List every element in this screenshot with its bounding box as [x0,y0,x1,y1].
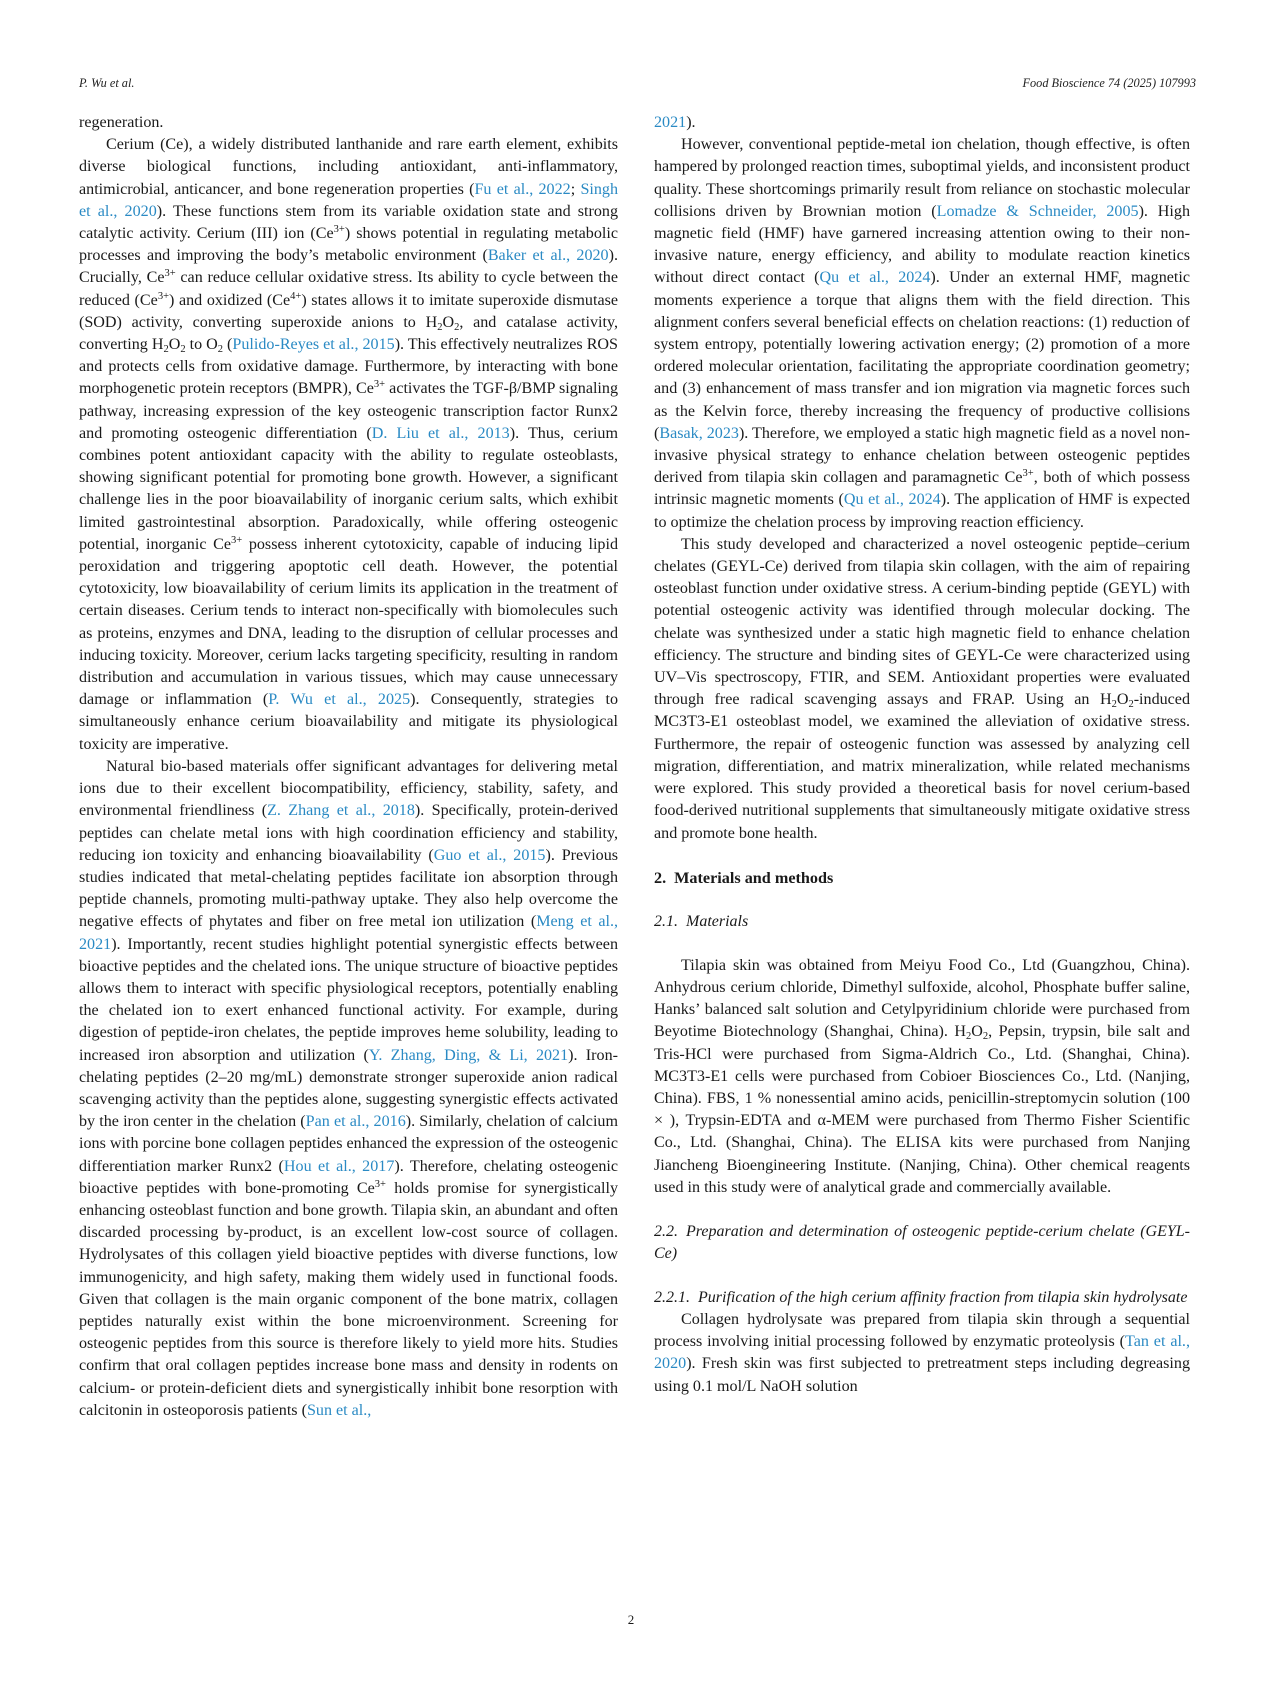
subscript: 2 [217,344,224,356]
running-header-journal: Food Bioscience 74 (2025) 107993 [1022,76,1196,90]
right-column [654,112,1190,1398]
citation-link[interactable]: Z. Zhang et al., 2018 [267,802,415,820]
superscript: 3+ [1022,468,1034,480]
running-header [79,76,1196,92]
heading-title: Materials and methods [674,868,834,887]
citation-link[interactable]: Guo et al., 2015 [433,846,546,864]
citation-link[interactable]: Basak, 2023 [659,424,739,442]
body-paragraph: Tilapia skin was obtained from Meiyu Food Co., Ltd (Guangzhou, China). Anhydrous cerium chloride, Dimethyl sulfoxide, alcohol, Phosphate buffer saline, Hanks’ balanced salt solution and Cetylpyridinium chloride were purchased from Beyotime Biotechnology (Shanghai, China). $H_2O_2$, Pepsin, trypsin, bile salt and Tris-HCl were purchased from Sigma-Aldrich Co., Ltd. (Shanghai, China). MC3T3-E1 cells were purchased from Cobioer Biosciences Co., Ltd. (Nanjing, China). FBS, 1 % nonessential amino acids, penicillin-streptomycin solution (100 × ), Trypsin-EDTA and α-MEM were purchased from Thermo Fisher Scientific Co., Ltd. (Shanghai, China). The ELISA kits were purchased from Nanjing Jiancheng Bioengineering Institute. (Nanjing, China). Other chemical reagents used in this study were of analytical grade and commercially available. [654,956,1190,1196]
body-paragraph: regeneration. [79,114,164,131]
subscript: 2 [982,1031,989,1043]
body-paragraph: Cerium (Ce), a widely distributed lanthanide and rare earth element, exhibits diverse biological functions, including antioxidant, anti-inflammatory, antimicrobial, anticancer, and bone regeneration properties (Fu et al., 2022; Singh et al., 2020). These functions stem from its variable oxidation state and strong catalytic activity. Cerium (III) ion $(Ce^{3+})$ shows potential in regulating metabolic processes and improving the body’s metabolic environment (Baker et al., 2020). Crucially, $Ce^{3+}$ can reduce cellular oxidative stress. Its ability to cycle between the reduced $(Ce^{3+})$ and oxidized $(Ce^{4+})$ states allows it to imitate superoxide dismutase (SOD) activity, converting superoxide anions to $H_2O_2$, and catalase activity, converting $H_2O_2$ to $O_2$ (Pulido-Reyes et al., 2015). This effectively neutralizes ROS and protects cells from oxidative damage. Furthermore, by interacting with bone morphogenetic protein receptors (BMPR), $Ce^{3+}$ activates the TGF-β/BMP signaling pathway, increasing expression of the key osteogenic transcription factor Runx2 and promoting osteogenic differentiation (D. Liu et al., 2013). Thus, cerium combines potent antioxidant capacity with the ability to regulate osteoblasts, showing significant potential for promoting bone growth. However, a significant challenge lies in the poor bioavailability of inorganic cerium salts, which exhibit limited gastrointestinal absorption. Paradoxically, while offering osteogenic potential, inorganic $Ce^{3+}$ possess inherent cytotoxicity, capable of inducing lipid peroxidation and triggering apoptotic cell death. However, the potential cytotoxicity, low bioavailability of cerium limits its application in the treatment of certain diseases. Cerium tends to interact non-specifically with biomolecules such as proteins, enzymes and DNA, leading to the disruption of cellular processes and inducing toxicity. Moreover, cerium lacks targeting specificity, resulting in random distribution and accumulation in various tissues, which may cause unnecessary damage or inflammation (P. Wu et al., 2025). Consequently, strategies to simultaneously enhance cerium bioavailability and mitigate its physiological toxicity are imperative. [79,136,619,753]
heading-title: Materials [686,912,749,930]
left-column [79,112,618,1422]
subscript: 2 [1111,699,1117,711]
body-paragraph: Collagen hydrolysate was prepared from tilapia skin through a sequential process involving initial processing followed by enzymatic proteolysis (Tan et al., 2020). Fresh skin was first subjected to pretreatment steps including degreasing using 0.1 mol/L NaOH solution [654,1310,1190,1395]
running-header-authors: P. Wu et al. [79,76,135,90]
citation-link[interactable]: P. Wu et al., 2025 [268,691,411,709]
subscript: 2 [437,321,443,333]
citation-link[interactable]: Y. Zhang, Ding, & Li, 2021 [368,1046,569,1064]
heading-number: 2.2.1. [654,1288,690,1306]
superscript: 3+ [373,379,386,391]
body-paragraph: 2021). [654,114,696,131]
superscript: 3+ [157,290,169,302]
body-paragraph: Natural bio-based materials offer significant advantages for delivering metal ions due to their excellent biocompatibility, efficiency, stability, safety, and environmental friendliness (Z. Zhang et al., 2018). Specifically, protein-derived peptides can chelate metal ions with high coordination efficiency and stability, reducing ion toxicity and enhancing bioavailability (Guo et al., 2015). Previous studies indicated that metal-chelating peptides facilitate ion absorption through peptide channels, promoting multi-pathway uptake. They also help overcome the negative effects of phytates and fiber on free metal ion utilization (Meng et al., 2021). Importantly, recent studies highlight potential synergistic effects between bioactive peptides and the chelated ions. The unique structure of bioactive peptides allows them to interact with specific physiological receptors, potentially enabling the chelated ion to exert enhanced functional activity. For example, during digestion of peptide-iron chelates, the peptide improves heme solubility, leading to increased iron absorption and utilization (Y. Zhang, Ding, & Li, 2021). Iron-chelating peptides (2–20 mg/mL) demonstrate stronger superoxide anion radical scavenging activity than the peptides alone, suggesting synergistic effects activated by the iron center in the chelation (Pan et al., 2016). Similarly, chelation of calcium ions with porcine bone collagen peptides enhanced the expression of the osteogenic differentiation marker Runx2 (Hou et al., 2017). Therefore, chelating osteogenic bioactive peptides with bone-promoting $Ce^{3+}$ holds promise for synergistically enhancing osteoblast function and bone growth. Tilapia skin, an abundant and often discarded processing by-product, is an excellent low-cost source of collagen. Hydrolysates of this collagen yield bioactive peptides with diverse functions, low immunogenicity, and high safety, making them widely used in functional foods. Given that collagen is the main organic component of the bone matrix, collagen peptides naturally exist within the bone microenvironment. Screening for osteogenic peptides from this source is therefore likely to yield more hits. Studies confirm that oral collagen peptides increase bone mass and density in rodents on calcium- or protein-deficient diets and synergistically inhibit bone resorption with calcitonin in osteoporosis patients (Sun et al., [79,757,619,1419]
citation-link[interactable]: Qu et al., 2024 [843,491,941,509]
citation-link[interactable]: 2021 [654,114,687,131]
citation-link[interactable]: Hou et al., 2017 [283,1157,395,1175]
citation-link[interactable]: D. Liu et al., 2013 [371,424,510,442]
citation-link[interactable]: Sun et al., [306,1401,372,1419]
body-paragraph: However, conventional peptide-metal ion chelation, though effective, is often hampered by prolonged reaction times, suboptimal yields, and inconsistent product quality. These shortcomings primarily result from reliance on stochastic molecular collisions driven by Brownian motion (Lomadze & Schneider, 2005). High magnetic field (HMF) have garnered increasing attention owing to their non-invasive nature, energy efficiency, and ability to modulate reaction kinetics without direct contact (Qu et al., 2024). Under an external HMF, magnetic moments experience a torque that aligns them with the field direction. This alignment confers several beneficial effects on chelation reactions: (1) reduction of system entropy, potentially lowering activation energy; (2) promotion of a more ordered molecular orientation, facilitating the appropriate coordination geometry; and (3) enhancement of mass transfer and ion migration via magnetic forces such as the Kelvin force, thereby increasing the frequency of productive collisions (Basak, 2023). Therefore, we employed a static high magnetic field as a novel non-invasive physical strategy to enhance chelation between osteogenic peptides derived from tilapia skin collagen and paramagnetic $Ce^{3+}$, both of which possess intrinsic magnetic moments (Qu et al., 2024). The application of HMF is expected to optimize the chelation process by improving reaction efficiency. [654,136,1191,531]
citation-link[interactable]: Pan et al., 2016 [305,1113,406,1131]
heading-spacer [654,933,1190,955]
citation-link[interactable]: Singh et al., 2020 [79,180,619,220]
heading-number: 2. [654,868,667,887]
citation-link[interactable]: Baker et al., 2020 [487,247,609,265]
superscript: 3+ [231,534,243,546]
subscript: 2 [454,321,460,333]
body-paragraph: This study developed and characterized a novel osteogenic peptide–cerium chelates (GEYL-Ce) derived from tilapia skin collagen, with the aim of repairing osteoblast function under oxidative stress. A cerium-binding peptide (GEYL) with potential osteogenic activity was identified through molecular docking. The chelate was synthesized under a static high magnetic field to enhance chelation efficiency. The structure and binding sites of GEYL-Ce were characterized using UV–Vis spectroscopy, FTIR, and SEM. Antioxidant properties were evaluated through free radical scavenging assays and FRAP. Using an $H_2O_2$-induced MC3T3-E1 osteoblast model, we examined the alleviation of oxidative stress. Furthermore, the repair of osteogenic function was assessed by analyzing cell migration, differentiation, and matrix mineralization, while related mechanisms were explored. This study provided a theoretical basis for novel cerium-based food-derived nutritional supplements that simultaneously mitigate oxidative stress and promote bone health. [654,535,1190,842]
citation-link[interactable]: Meng et al., 2021 [79,913,618,953]
citation-link[interactable]: Pulido-Reyes et al., 2015 [232,336,395,354]
page-number: 2 [627,1612,635,1627]
superscript: 3+ [164,268,176,280]
section-heading [654,867,1190,889]
heading-title: Purification of the high cerium affinity fraction from tilapia skin hydrolysate [698,1288,1188,1306]
subscript: 2 [180,344,186,356]
superscript: 3+ [374,1178,386,1190]
superscript: 3+ [333,224,345,236]
superscript: 4+ [290,290,302,302]
heading-number: 2.2. [654,1222,678,1240]
heading-title: Preparation and determination of osteogenic peptide-cerium chelate (GEYL-Ce) [654,1222,1190,1262]
subsubsection-heading [654,1287,1190,1309]
citation-link[interactable]: Fu et al., 2022 [474,180,571,198]
citation-link[interactable]: Qu et al., 2024 [819,269,931,287]
citation-link[interactable]: Lomadze & Schneider, 2005 [936,202,1139,220]
subsection-heading [654,1221,1190,1265]
subscript: 2 [966,1031,972,1043]
heading-number: 2.1. [654,912,678,930]
subscript: 2 [163,344,169,356]
subscript: 2 [1128,699,1134,711]
citation-link[interactable]: Tan et al., 2020 [654,1333,1190,1373]
subsection-heading [654,911,1190,933]
